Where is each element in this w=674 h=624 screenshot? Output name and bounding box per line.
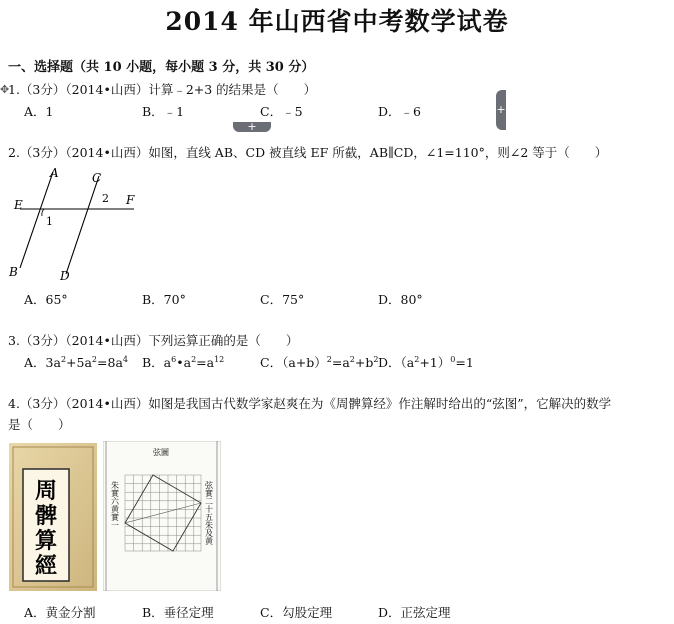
q2-option-c[interactable]: C．75° xyxy=(260,292,305,307)
q3-option-b[interactable] xyxy=(142,353,224,371)
q1-option-d[interactable]: D．﹣6 xyxy=(378,104,421,119)
book-cover-image xyxy=(9,443,97,591)
diagram-right-column: 弦實二十五朱及黄 xyxy=(204,481,214,545)
question-3-stem: 3.（3分）（2014•山西）下列运算正确的是（ ） xyxy=(8,333,299,348)
section-heading: 一、选择题（共 10 小题，每小题 3 分，共 30 分） xyxy=(8,60,315,75)
question-4-stem-line2: 是（ ） xyxy=(8,417,71,432)
label-D: D xyxy=(60,269,70,283)
label-F: F xyxy=(126,193,135,207)
q3b-text2: •a xyxy=(176,355,192,370)
label-angle-1: 1 xyxy=(46,215,53,228)
q3-option-d[interactable] xyxy=(378,353,474,371)
question-1-stem: 1.（3分）（2014•山西）计算﹣2+3 的结果是（ ） xyxy=(8,82,317,97)
q3c-text3: +b xyxy=(354,355,374,370)
q3a-text3: =8a xyxy=(97,355,123,370)
string-diagram-image xyxy=(103,441,221,591)
label-E: E xyxy=(14,198,23,212)
diagram-left-column: 朱實六黄實一 xyxy=(110,481,120,529)
q2-option-b[interactable]: B．70° xyxy=(142,292,186,307)
q3a-exp1: 2 xyxy=(60,355,67,364)
q2-option-a[interactable]: A．65° xyxy=(24,292,68,307)
q3a-exp2: 2 xyxy=(91,355,98,364)
q3d-exp1: 2 xyxy=(414,355,420,364)
q3c-exp1: 2 xyxy=(326,355,332,364)
move-handle-icon[interactable]: ✥ xyxy=(0,83,10,96)
label-B: B xyxy=(9,265,18,279)
q2-option-d[interactable]: D．80° xyxy=(378,292,423,307)
book-title-char-1: 周 xyxy=(34,478,58,504)
label-angle-2: 2 xyxy=(102,192,109,205)
q3d-text2: +1） xyxy=(419,355,451,370)
q4-option-b[interactable]: B．垂径定理 xyxy=(142,605,214,620)
q4-option-c[interactable]: C．勾股定理 xyxy=(260,605,333,620)
page-title: 2014 年山西省中考数学试卷 xyxy=(165,7,509,36)
label-C: C xyxy=(92,171,102,185)
q3a-exp3: 4 xyxy=(122,355,128,364)
q3a-text: A．3a xyxy=(24,355,61,370)
book-title-char-3: 算 xyxy=(34,528,58,554)
question-2-stem: 2.（3分）（2014•山西）如图，直线 AB、CD 被直线 EF 所截，AB∥CD，∠1=110°，则∠2 等于（ ） xyxy=(8,145,608,160)
parallel-lines-figure xyxy=(6,164,156,286)
q3-option-c[interactable] xyxy=(260,353,378,371)
q3b-exp2: 2 xyxy=(191,355,197,364)
q3d-text: D．（a xyxy=(378,355,415,370)
q3b-exp1: 6 xyxy=(171,355,177,364)
book-title-char-2: 髀 xyxy=(34,503,58,529)
diagram-title: 弦圖 xyxy=(153,448,169,457)
q3c-text: C．（a+b） xyxy=(260,355,327,370)
q4-option-a[interactable]: A．黄金分割 xyxy=(24,605,96,620)
q3d-exp2: 0 xyxy=(450,355,456,364)
q3a-text2: +5a xyxy=(66,355,92,370)
q1-option-b[interactable]: B．﹣1 xyxy=(142,104,185,119)
book-title-char-4: 經 xyxy=(34,553,58,579)
q3-option-a[interactable] xyxy=(24,353,128,371)
q3c-text2: =a xyxy=(331,355,350,370)
label-A: A xyxy=(50,166,59,180)
resize-handle-right[interactable]: + xyxy=(496,90,506,130)
q3b-text: B．a xyxy=(142,355,172,370)
q1-option-c[interactable]: C．﹣5 xyxy=(260,104,303,119)
q1-option-a[interactable]: A．1 xyxy=(24,104,54,119)
q3c-exp3: 2 xyxy=(373,355,379,364)
q3b-exp3: 12 xyxy=(214,355,225,364)
q3d-text3: =1 xyxy=(455,355,474,370)
q4-option-d[interactable]: D．正弦定理 xyxy=(378,605,451,620)
resize-handle-bottom[interactable]: + xyxy=(233,122,271,132)
q3c-exp2: 2 xyxy=(349,355,355,364)
question-4-stem-line1: 4.（3分）（2014•山西）如图是我国古代数学家赵爽在为《周髀算经》作注解时给出的“弦图”，它解决的数学 xyxy=(8,396,612,411)
q3b-text3: =a xyxy=(196,355,215,370)
